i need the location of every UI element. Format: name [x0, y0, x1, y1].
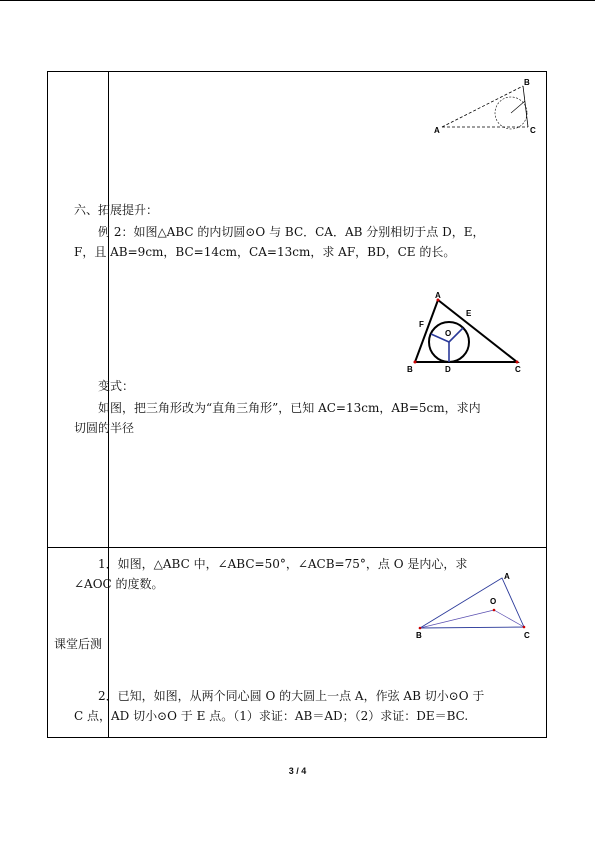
label-c: C [515, 365, 521, 374]
point-o [493, 609, 496, 612]
segment-bo [420, 610, 494, 628]
label-c: C [530, 126, 536, 135]
quiz-question-2: 2．已知，如图，从两个同心圆 O 的大圆上一点 A，作弦 AB 切小⊙O 于 C 点，AD 切小⊙O 于 E 点。（1）求证：AB＝AD；（2）求证：DE＝BC. [74, 689, 485, 723]
variant-text: 如图，把三角形改为“直角三角形”，已知 AC=13cm，AB=5cm，求内切圆的半径 [74, 401, 481, 435]
label-d: D [445, 365, 451, 374]
page-number: 3 / 4 [288, 766, 307, 776]
label-b: B [407, 365, 413, 374]
radius [511, 101, 525, 113]
section6-title: 六、拓展提升： [74, 203, 159, 217]
figure-right-triangle [430, 80, 550, 140]
figure-incircle [405, 290, 535, 375]
example2-text: 例 2：如图△ABC 的内切圆⊙O 与 BC．CA．AB 分别相切于点 D，E，F，且 AB=9cm，BC=14cm，CA=13cm，求 AF，BD，CE 的长。 [74, 225, 485, 259]
figure-q1-triangle [410, 568, 540, 643]
side-bc [523, 86, 528, 127]
label-a: A [504, 572, 510, 581]
header-rule [0, 0, 595, 1]
point-b [419, 627, 422, 630]
label-b: B [416, 631, 422, 640]
point-c [516, 361, 519, 364]
label-e: E [466, 309, 472, 318]
label-o: O [445, 329, 452, 338]
segment-oc [494, 610, 524, 627]
point-b [414, 361, 417, 364]
label-a: A [435, 291, 441, 300]
label-b: B [524, 78, 530, 87]
label-a: A [434, 126, 440, 135]
section-label: 课堂后测 [53, 636, 102, 651]
point-c [523, 626, 526, 629]
label-c: C [524, 631, 530, 640]
side-ab [442, 86, 523, 127]
quiz-question-1: 1．如图，△ABC 中，∠ABC=50°，∠ACB=75°，点 O 是内心，求∠AOC 的度数。 [74, 557, 468, 591]
variant-title: 变式： [98, 379, 135, 393]
triangle-abc [420, 578, 524, 628]
label-o: O [490, 597, 497, 606]
label-f: F [419, 320, 424, 329]
row-divider [48, 547, 546, 548]
